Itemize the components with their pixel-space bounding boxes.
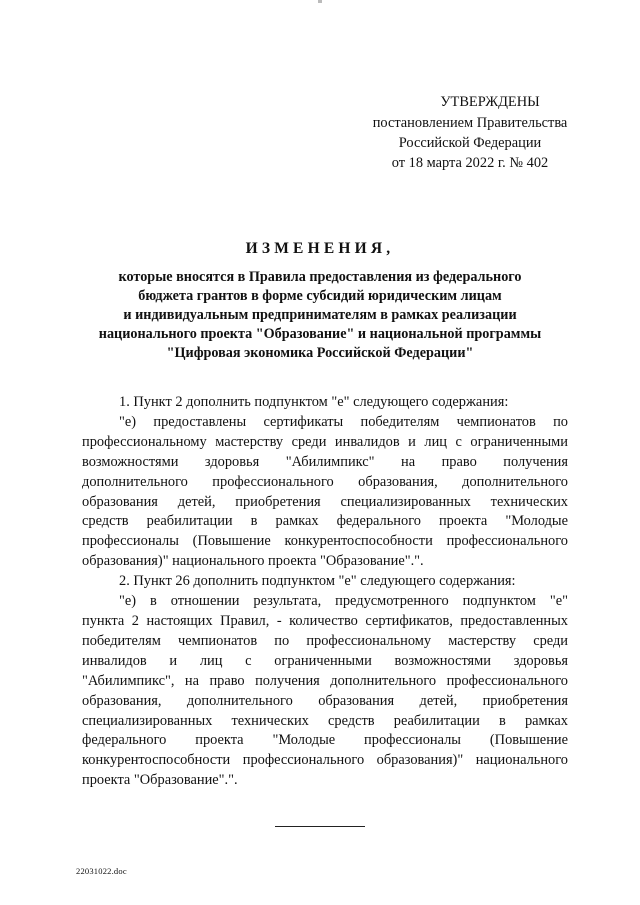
paragraph-line: профессиональному мастерству среди инвалидов и лиц с ограниченными <box>82 433 568 450</box>
paragraph-line: федерального проекта "Молодые профессионалы (Повышение <box>82 732 568 749</box>
subtitle-line: национального проекта "Образование" и национальной программы <box>98 326 542 342</box>
approval-line: Российской Федерации <box>398 135 542 151</box>
paragraph-4 <box>82 592 568 791</box>
document-title: ИЗМЕНЕНИЯ, <box>245 240 395 257</box>
approval-line: от 18 марта 2022 г. № 402 <box>391 155 549 171</box>
paragraph-line: "Абилимпикс", на право получения дополнительного профессионального <box>82 672 568 689</box>
paragraph-line: победителям чемпионатов по профессиональному мастерству среди <box>82 632 568 649</box>
paragraph-line: 1. Пункт 2 дополнить подпунктом "е" следующего содержания: <box>119 394 509 410</box>
document-body <box>82 393 568 791</box>
approval-heading: УТВЕРЖДЕНЫ <box>440 94 540 110</box>
subtitle-line: бюджета грантов в форме субсидий юридическим лицам <box>138 288 502 304</box>
document-subtitle <box>60 268 580 363</box>
paragraph-line: образования детей, приобретения специализированных технических <box>82 493 568 510</box>
paragraph-line: "е) в отношении результата, предусмотренного подпунктом "е" <box>119 593 568 610</box>
subtitle-line: которые вносятся в Правила предоставления из федерального <box>118 269 522 285</box>
paragraph-line: специализированных технических средств реабилитации в рамках <box>82 712 568 729</box>
subtitle-line: "Цифровая экономика Российской Федерации" <box>166 345 474 361</box>
approval-line: постановлением Правительства <box>372 115 568 131</box>
paragraph-1 <box>82 393 568 413</box>
paragraph-line: конкурентоспособности профессионального образования)" национального <box>82 752 568 769</box>
paragraph-line: образования)" национального проекта "Образование".". <box>82 553 424 570</box>
paragraph-2 <box>82 413 568 572</box>
paragraph-line: "е) предоставлены сертификаты победителям чемпионатов по <box>119 413 568 430</box>
paragraph-line: образования, дополнительного образования детей, приобретения <box>82 692 568 709</box>
paragraph-line: проекта "Образование".". <box>82 772 238 789</box>
end-separator-line <box>275 826 365 827</box>
file-name-footer: 22031022.doc <box>76 866 127 876</box>
page-top-mark <box>318 0 322 3</box>
paragraph-line: пункта 2 настоящих Правил, - количество сертификатов, предоставленных <box>82 612 568 629</box>
paragraph-line: возможностями здоровья "Абилимпикс" на право получения <box>82 453 568 470</box>
approval-block <box>355 92 585 173</box>
paragraph-3 <box>82 572 568 592</box>
paragraph-line: средств реабилитации в рамках федерального проекта "Молодые <box>82 513 568 530</box>
paragraph-line: профессионалы (Повышение конкурентоспособности профессионального <box>82 533 568 550</box>
paragraph-line: инвалидов и лиц с ограниченными возможностями здоровья <box>82 652 568 669</box>
subtitle-line: и индивидуальным предпринимателям в рамках реализации <box>123 307 517 323</box>
paragraph-line: дополнительного профессионального образования, дополнительного <box>82 473 568 490</box>
paragraph-line: 2. Пункт 26 дополнить подпунктом "е" следующего содержания: <box>119 573 516 590</box>
